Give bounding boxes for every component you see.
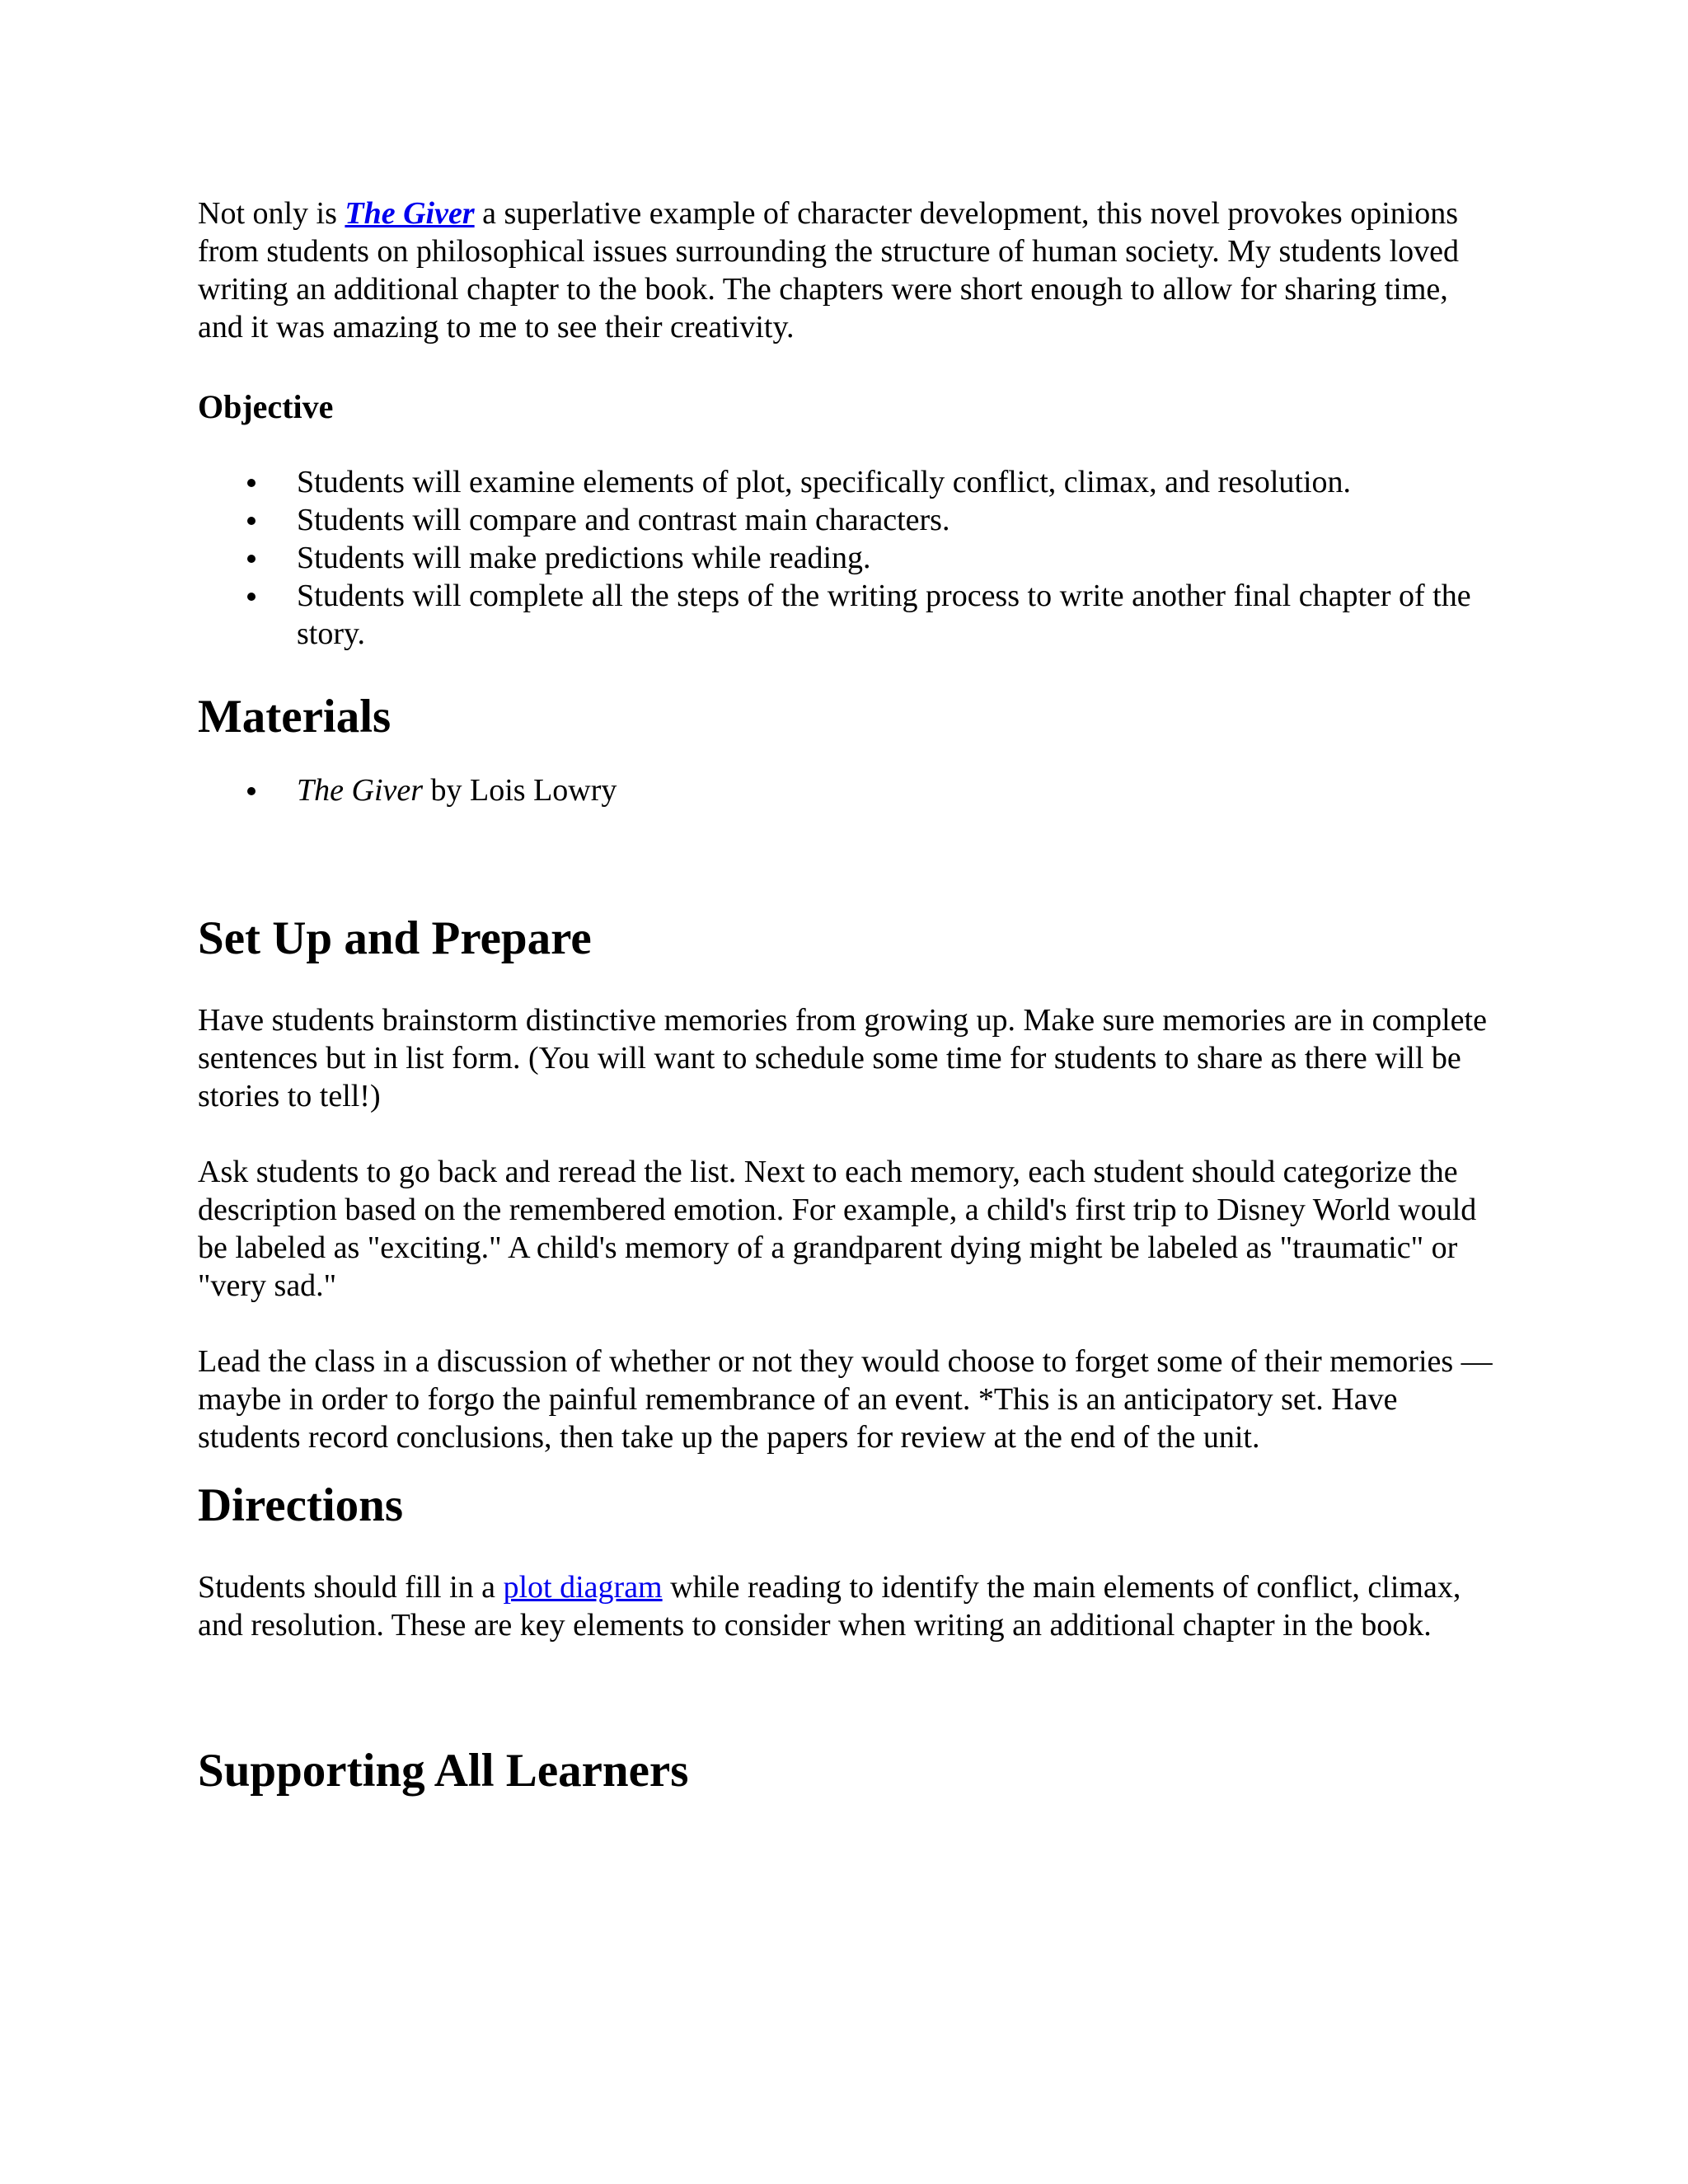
directions-heading: Directions [198, 1479, 404, 1531]
materials-heading: Materials [198, 691, 392, 743]
intro-paragraph [198, 194, 1500, 346]
intro-prefix: Not only is [198, 196, 345, 231]
directions-suffix: while reading to identify the main elements of conflict, climax, and resolution. These are key elements to consider when writing an additional chapter in the book. [198, 1570, 1461, 1643]
document-page [198, 194, 1500, 1797]
directions-prefix: Students should fill in a [198, 1570, 504, 1605]
materials-book-title: The Giver [297, 773, 424, 808]
plot-diagram-link[interactable]: plot diagram [503, 1570, 663, 1605]
the-giver-link[interactable]: The Giver [345, 196, 475, 231]
materials-book-author: by Lois Lowry [423, 773, 617, 808]
setup-paragraph: Lead the class in a discussion of whether or not they would choose to forget some of their memories — maybe in order to forgo the painful remembrance of an event. *This is an anticipatory set. Have students record conclusions, then take up the papers for review at the end of the unit. [198, 1344, 1493, 1455]
setup-paragraph: Have students brainstorm distinctive memories from growing up. Make sure memories are in complete sentences but in list form. (You will want to schedule some time for students to share as there will be stories to tell!) [198, 1003, 1487, 1113]
intro-suffix: a superlative example of character development, this novel provokes opinions from students on philosophical issues surrounding the structure of human society. My students loved writing an additional chapter to the book. The chapters were short enough to allow for sharing time, and it was amazing to me to see their creativity. [198, 196, 1460, 344]
objective-list [198, 463, 1500, 653]
setup-paragraph: Ask students to go back and reread the list. Next to each memory, each student should categorize the description based on the remembered emotion. For example, a child's first trip to Disney World would be labeled as "exciting." A child's memory of a grandparent dying might be labeled as "traumatic" or "very sad." [198, 1155, 1477, 1303]
supporting-heading: Supporting All Learners [198, 1745, 689, 1797]
directions-paragraph [198, 1568, 1500, 1644]
objective-item: Students will make predictions while reading. [297, 539, 1500, 577]
materials-list [198, 771, 1500, 809]
objective-item: Students will complete all the steps of the writing process to write another final chapter of the story. [297, 577, 1500, 653]
materials-item [297, 771, 1500, 809]
objective-item: Students will compare and contrast main characters. [297, 501, 1500, 539]
objective-item: Students will examine elements of plot, specifically conflict, climax, and resolution. [297, 463, 1500, 501]
setup-heading: Set Up and Prepare [198, 912, 592, 964]
objective-heading: Objective [198, 388, 334, 425]
